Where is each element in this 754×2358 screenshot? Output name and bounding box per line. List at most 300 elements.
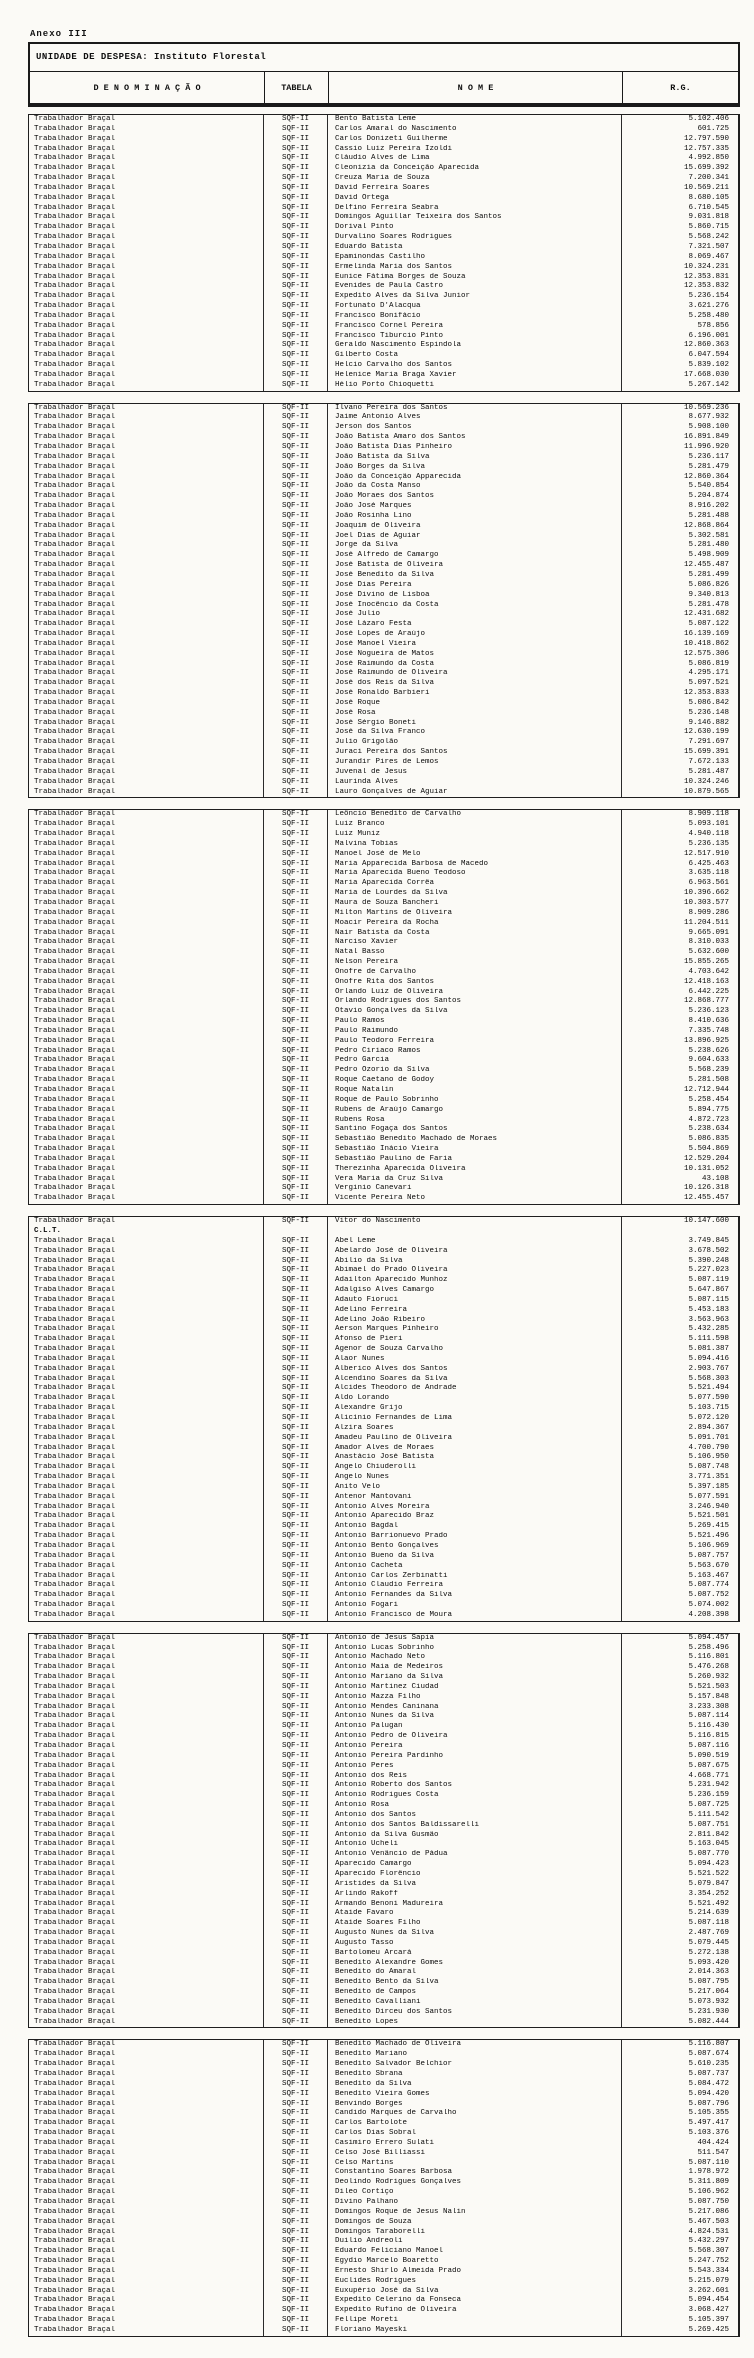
- tabela-cell: SQF-II: [264, 263, 328, 273]
- worker-row: [29, 768, 738, 778]
- worker-row: [29, 2208, 738, 2218]
- nome-cell: José Lopes de Araújo: [328, 630, 622, 640]
- rg-cell: 5.238.626: [688, 1046, 729, 1055]
- denominacao-cell: Trabalhador Braçal: [29, 1473, 264, 1483]
- nome-cell: Narciso Xavier: [328, 938, 622, 948]
- nome-cell: Antonio Mazza Filho: [328, 1693, 622, 1703]
- rg-cell: 5.894.775: [688, 1105, 729, 1114]
- worker-row: [29, 453, 738, 463]
- nome-cell: Antonio Palugan: [328, 1722, 622, 1732]
- nome-cell: Paulo Ramos: [328, 1017, 622, 1027]
- rg-cell: 5.258.496: [688, 1643, 729, 1652]
- nome-cell: Antonio Rodrigues Costa: [328, 1791, 622, 1801]
- rg-cell: 5.568.307: [688, 2247, 729, 2256]
- tabela-cell: SQF-II: [264, 709, 328, 719]
- nome-cell: Benedito do Amaral: [328, 1968, 622, 1978]
- worker-row: [29, 1404, 738, 1414]
- denominacao-cell: Trabalhador Braçal: [29, 253, 264, 263]
- tabela-cell: SQF-II: [264, 551, 328, 561]
- nome-cell: Manoel José de Melo: [328, 850, 622, 860]
- denominacao-cell: Trabalhador Braçal: [29, 1762, 264, 1772]
- tabela-cell: SQF-II: [264, 919, 328, 929]
- nome-cell: Carlos Donizeti Guilherme: [328, 135, 622, 145]
- rg-cell: 11.996.920: [683, 443, 729, 451]
- nome-cell: Bartolomeu Arcará: [328, 1949, 622, 1959]
- denominacao-cell: Trabalhador Braçal: [29, 361, 264, 371]
- tabela-cell: SQF-II: [264, 1037, 328, 1047]
- denominacao-cell: Trabalhador Braçal: [29, 482, 264, 492]
- nome-cell: Antonio Mendes Caninana: [328, 1703, 622, 1713]
- nome-cell: Julio Grigolão: [328, 738, 622, 748]
- nome-cell: Helcio Carvalho dos Santos: [328, 361, 622, 371]
- worker-row: [29, 1532, 738, 1542]
- denominacao-cell: Trabalhador Braçal: [29, 699, 264, 709]
- nome-cell: Francisco Tiburcio Pinto: [328, 332, 622, 342]
- worker-row: [29, 1811, 738, 1821]
- tabela-cell: SQF-II: [264, 1522, 328, 1532]
- tabela-cell: SQF-II: [264, 561, 328, 571]
- tabela-cell: SQF-II: [264, 184, 328, 194]
- tabela-cell: SQF-II: [264, 482, 328, 492]
- worker-row: [29, 1703, 738, 1713]
- denominacao-cell: Trabalhador Braçal: [29, 532, 264, 542]
- nome-cell: Antonio dos Santos Baldissarelli: [328, 1821, 622, 1831]
- tabela-cell: SQF-II: [264, 1968, 328, 1978]
- nome-cell: Antonio Pedro de Oliveira: [328, 1732, 622, 1742]
- worker-row: [29, 1306, 738, 1316]
- worker-row: [29, 1316, 738, 1326]
- tabela-cell: SQF-II: [264, 2237, 328, 2247]
- rg-cell: 5.116.430: [688, 1722, 729, 1731]
- rg-cell: 8.909.118: [688, 810, 729, 819]
- worker-row: [29, 145, 738, 155]
- rg-cell: 5.390.248: [688, 1256, 729, 1265]
- nome-cell: Alcendino Soares da Silva: [328, 1375, 622, 1385]
- worker-row: [29, 1673, 738, 1683]
- worker-row: [29, 381, 738, 391]
- nome-cell: Milton Martins de Oliveira: [328, 909, 622, 919]
- worker-row: [29, 738, 738, 748]
- denominacao-cell: Trabalhador Braçal: [29, 1175, 264, 1185]
- tabela-cell: SQF-II: [264, 610, 328, 620]
- tabela-cell: SQF-II: [264, 174, 328, 184]
- nome-cell: Luiz Branco: [328, 820, 622, 830]
- nome-cell: Alexandre Grijo: [328, 1404, 622, 1414]
- tabela-cell: SQF-II: [264, 1237, 328, 1247]
- tabela-cell: SQF-II: [264, 2208, 328, 2218]
- tabela-cell: SQF-II: [264, 1017, 328, 1027]
- rg-cell: 3.678.502: [688, 1246, 729, 1255]
- tabela-cell: SQF-II: [264, 1712, 328, 1722]
- worker-row: [29, 1860, 738, 1870]
- rg-cell: 4.872.723: [688, 1115, 729, 1124]
- rg-cell: 5.087.750: [688, 2197, 729, 2206]
- worker-row: [29, 650, 738, 660]
- worker-row: [29, 1375, 738, 1385]
- tabela-cell: SQF-II: [264, 1184, 328, 1194]
- nome-cell: Alicínio Fernandes de Lima: [328, 1414, 622, 1424]
- worker-row: [29, 938, 738, 948]
- nome-cell: Eunice Fátima Borges de Souza: [328, 273, 622, 283]
- tabela-cell: SQF-II: [264, 413, 328, 423]
- tabela-cell: SQF-II: [264, 2267, 328, 2277]
- nome-cell: Antonio Bagdal: [328, 1522, 622, 1532]
- denominacao-cell: Trabalhador Braçal: [29, 463, 264, 473]
- worker-row: [29, 1880, 738, 1890]
- tabela-cell: SQF-II: [264, 473, 328, 483]
- worker-row: [29, 1712, 738, 1722]
- nome-cell: João José Marques: [328, 502, 622, 512]
- tabela-cell: SQF-II: [264, 1365, 328, 1375]
- rg-cell: 43.108: [701, 1174, 729, 1183]
- nome-cell: Anastácio José Batista: [328, 1453, 622, 1463]
- worker-row: [29, 1840, 738, 1850]
- nome-cell: José Raimundo de Oliveira: [328, 669, 622, 679]
- worker-row: [29, 443, 738, 453]
- worker-row: [29, 351, 738, 361]
- denominacao-cell: Trabalhador Braçal: [29, 302, 264, 312]
- rg-cell: 6.047.594: [688, 351, 729, 360]
- worker-row: [29, 1611, 738, 1621]
- denominacao-cell: Trabalhador Braçal: [29, 2326, 264, 2336]
- rg-cell: 4.940.118: [688, 830, 729, 839]
- worker-row: [29, 879, 738, 889]
- tabela-cell: SQF-II: [264, 1473, 328, 1483]
- worker-row: [29, 1066, 738, 1076]
- nome-cell: Nelson Pereira: [328, 958, 622, 968]
- tabela-cell: SQF-II: [264, 2060, 328, 2070]
- worker-row: [29, 1086, 738, 1096]
- denominacao-cell: Trabalhador Braçal: [29, 423, 264, 433]
- denominacao-cell: Trabalhador Braçal: [29, 2090, 264, 2100]
- denominacao-cell: Trabalhador Braçal: [29, 2139, 264, 2149]
- tabela-cell: SQF-II: [264, 1116, 328, 1126]
- worker-row: [29, 2129, 738, 2139]
- tabela-cell: SQF-II: [264, 1831, 328, 1841]
- worker-row: [29, 601, 738, 611]
- worker-row: [29, 1286, 738, 1296]
- worker-row: [29, 830, 738, 840]
- denominacao-cell: Trabalhador Braçal: [29, 371, 264, 381]
- denominacao-cell: Trabalhador Braçal: [29, 591, 264, 601]
- rg-cell: 5.103.376: [688, 2129, 729, 2138]
- nome-cell: Adailton Aparecido Munhoz: [328, 1276, 622, 1286]
- tabela-cell: SQF-II: [264, 273, 328, 283]
- nome-cell: Benedito Vieira Gomes: [328, 2090, 622, 2100]
- rg-cell: 5.236.154: [688, 292, 729, 301]
- unit-header: [30, 44, 738, 72]
- worker-row: [29, 371, 738, 381]
- denominacao-cell: Trabalhador Braçal: [29, 213, 264, 223]
- tabela-cell: SQF-II: [264, 135, 328, 145]
- rg-cell: 12.431.682: [683, 610, 729, 619]
- tabela-cell: SQF-II: [264, 532, 328, 542]
- denominacao-cell: Trabalhador Braçal: [29, 2119, 264, 2129]
- rg-cell: 5.094.423: [688, 1860, 729, 1869]
- rg-cell: 5.860.715: [688, 223, 729, 232]
- tabela-cell: SQF-II: [264, 1047, 328, 1057]
- denominacao-cell: Trabalhador Braçal: [29, 788, 264, 798]
- tabela-cell: SQF-II: [264, 2149, 328, 2159]
- denominacao-cell: Trabalhador Braçal: [29, 292, 264, 302]
- worker-row: [29, 1791, 738, 1801]
- worker-row: [29, 610, 738, 620]
- nome-cell: Francisco Bonifácio: [328, 312, 622, 322]
- rg-cell: 5.217.064: [688, 1988, 729, 1997]
- nome-cell: Maura de Souza Bancheri: [328, 899, 622, 909]
- worker-row: [29, 1870, 738, 1880]
- nome-cell: Benedito Mariano: [328, 2050, 622, 2060]
- worker-row: [29, 1919, 738, 1929]
- worker-row: [29, 929, 738, 939]
- nome-cell: Antonio Fernandes da Silva: [328, 1591, 622, 1601]
- rg-cell: 5.281.479: [688, 462, 729, 471]
- worker-row: [29, 1801, 738, 1811]
- nome-cell: Aristides da Silva: [328, 1880, 622, 1890]
- denominacao-cell: Trabalhador Braçal: [29, 1037, 264, 1047]
- tabela-cell: SQF-II: [264, 899, 328, 909]
- nome-cell: David Ferreira Soares: [328, 184, 622, 194]
- nome-cell: Benedito Alexandre Gomes: [328, 1959, 622, 1969]
- nome-cell: Vicente Pereira Neto: [328, 1194, 622, 1204]
- tabela-cell: SQF-II: [264, 302, 328, 312]
- nome-cell: Antonio Nunes da Silva: [328, 1712, 622, 1722]
- tabela-cell: SQF-II: [264, 2257, 328, 2267]
- nome-cell: Antonio Ucheli: [328, 1840, 622, 1850]
- tabela-cell: SQF-II: [264, 1056, 328, 1066]
- rg-cell: 12.575.306: [683, 649, 729, 658]
- denominacao-cell: Trabalhador Braçal: [29, 404, 264, 414]
- worker-row: [29, 1653, 738, 1663]
- rg-cell: 5.231.930: [688, 2007, 729, 2016]
- tabela-cell: SQF-II: [264, 1066, 328, 1076]
- tabela-cell: SQF-II: [264, 2100, 328, 2110]
- rg-cell: 5.087.674: [688, 2050, 729, 2059]
- tabela-cell: SQF-II: [264, 1493, 328, 1503]
- denominacao-cell: Trabalhador Braçal: [29, 1276, 264, 1286]
- nome-cell: Alaor Nunes: [328, 1355, 622, 1365]
- tabela-cell: SQF-II: [264, 1821, 328, 1831]
- rg-cell: 3.354.252: [688, 1889, 729, 1898]
- rg-cell: 5.087.114: [688, 1712, 729, 1721]
- tabela-cell: SQF-II: [264, 1663, 328, 1673]
- nome-cell: Antonio Martinez Ciudad: [328, 1683, 622, 1693]
- worker-row: [29, 968, 738, 978]
- nome-cell: Adauto Fioruci: [328, 1296, 622, 1306]
- rg-cell: 5.217.086: [688, 2207, 729, 2216]
- denominacao-cell: Trabalhador Braçal: [29, 899, 264, 909]
- worker-row: [29, 2188, 738, 2198]
- tabela-cell: SQF-II: [264, 958, 328, 968]
- worker-row: [29, 679, 738, 689]
- tabela-cell: SQF-II: [264, 591, 328, 601]
- tabela-cell: SQF-II: [264, 1414, 328, 1424]
- worker-row: [29, 2090, 738, 2100]
- rg-cell: 5.281.508: [688, 1076, 729, 1085]
- nome-cell: Celso Martins: [328, 2159, 622, 2169]
- worker-row: [29, 273, 738, 283]
- worker-row: [29, 2277, 738, 2287]
- rg-cell: 5.091.701: [688, 1433, 729, 1442]
- denominacao-cell: Trabalhador Braçal: [29, 1286, 264, 1296]
- denominacao-cell: Trabalhador Braçal: [29, 1135, 264, 1145]
- denominacao-cell: Trabalhador Braçal: [29, 1840, 264, 1850]
- worker-row: [29, 263, 738, 273]
- denominacao-cell: Trabalhador Braçal: [29, 1424, 264, 1434]
- rg-cell: 5.094.457: [688, 1633, 729, 1642]
- worker-row: [29, 282, 738, 292]
- tabela-cell: SQF-II: [264, 860, 328, 870]
- denominacao-cell: Trabalhador Braçal: [29, 1801, 264, 1811]
- denominacao-cell: Trabalhador Braçal: [29, 1125, 264, 1135]
- worker-row: [29, 115, 738, 125]
- tabela-cell: SQF-II: [264, 292, 328, 302]
- nome-cell: Angelo Nunes: [328, 1473, 622, 1483]
- nome-cell: Aldo Lorando: [328, 1394, 622, 1404]
- rg-cell: 5.106.969: [688, 1541, 729, 1550]
- rg-cell: 5.238.634: [688, 1125, 729, 1134]
- tabela-cell: SQF-II: [264, 1135, 328, 1145]
- rg-cell: 5.087.796: [688, 2099, 729, 2108]
- nome-cell: Juvenal de Jesus: [328, 768, 622, 778]
- tabela-cell: SQF-II: [264, 738, 328, 748]
- worker-row: [29, 243, 738, 253]
- column-rg: R.G.: [670, 82, 691, 93]
- nome-cell: Antonio dos Reis: [328, 1772, 622, 1782]
- worker-row: [29, 1722, 738, 1732]
- nome-cell: Floriano Mayeski: [328, 2326, 622, 2336]
- worker-block: [28, 114, 740, 392]
- worker-row: [29, 361, 738, 371]
- tabela-cell: SQF-II: [264, 2178, 328, 2188]
- tabela-cell: SQF-II: [264, 830, 328, 840]
- worker-row: [29, 2119, 738, 2129]
- tabela-cell: SQF-II: [264, 879, 328, 889]
- rg-cell: 12.353.831: [683, 272, 729, 281]
- rg-cell: 10.879.565: [683, 787, 729, 796]
- worker-row: [29, 1762, 738, 1772]
- nome-cell: Antonio Claudio Ferreira: [328, 1581, 622, 1591]
- worker-row: [29, 1929, 738, 1939]
- worker-row: [29, 591, 738, 601]
- nome-cell: Onofre Rita dos Santos: [328, 978, 622, 988]
- worker-row: [29, 1165, 738, 1175]
- rg-cell: 4.295.171: [688, 669, 729, 678]
- rg-cell: 5.272.138: [688, 1948, 729, 1957]
- tabela-cell: SQF-II: [264, 522, 328, 532]
- rg-cell: 601.725: [697, 124, 729, 133]
- rg-cell: 5.568.239: [688, 1066, 729, 1075]
- worker-row: [29, 2296, 738, 2306]
- tabela-cell: SQF-II: [264, 1562, 328, 1572]
- denominacao-cell: Trabalhador Braçal: [29, 115, 264, 125]
- tabela-cell: SQF-II: [264, 253, 328, 263]
- nome-cell: Antonio da Silva Gusmão: [328, 1831, 622, 1841]
- denominacao-cell: Trabalhador Braçal: [29, 561, 264, 571]
- denominacao-cell: Trabalhador Braçal: [29, 204, 264, 214]
- denominacao-cell: Trabalhador Braçal: [29, 1444, 264, 1454]
- tabela-cell: SQF-II: [264, 1444, 328, 1454]
- nome-cell: Adalgiso Alves Camargo: [328, 1286, 622, 1296]
- rg-cell: 6.196.001: [688, 331, 729, 340]
- nome-cell: Candido Marques de Carvalho: [328, 2109, 622, 2119]
- denominacao-cell: Trabalhador Braçal: [29, 351, 264, 361]
- tabela-cell: SQF-II: [264, 669, 328, 679]
- rg-cell: 5.086.842: [688, 698, 729, 707]
- rg-cell: 10.147.600: [683, 1217, 729, 1226]
- denominacao-cell: Trabalhador Braçal: [29, 1611, 264, 1621]
- tabela-cell: SQF-II: [264, 125, 328, 135]
- nome-cell: Juraci Pereira dos Santos: [328, 748, 622, 758]
- worker-row: [29, 1831, 738, 1841]
- worker-row: [29, 2168, 738, 2178]
- tabela-cell: SQF-II: [264, 810, 328, 820]
- nome-cell: Arlindo Rakoff: [328, 1890, 622, 1900]
- worker-row: [29, 2306, 738, 2316]
- worker-row: [29, 2008, 738, 2018]
- denominacao-cell: Trabalhador Braçal: [29, 2040, 264, 2050]
- worker-row: [29, 1503, 738, 1513]
- rg-cell: 9.665.091: [688, 928, 729, 937]
- tabela-cell: SQF-II: [264, 1424, 328, 1434]
- tabela-cell: SQF-II: [264, 1394, 328, 1404]
- denominacao-cell: Trabalhador Braçal: [29, 1703, 264, 1713]
- rg-cell: 3.635.118: [688, 869, 729, 878]
- rg-cell: 5.236.159: [688, 1791, 729, 1800]
- denominacao-cell: Trabalhador Braçal: [29, 2129, 264, 2139]
- rg-cell: 13.896.925: [683, 1036, 729, 1045]
- worker-row: [29, 2100, 738, 2110]
- worker-row: [29, 1988, 738, 1998]
- rg-cell: 10.126.318: [683, 1184, 729, 1193]
- worker-row: [29, 1483, 738, 1493]
- rg-cell: 5.087.795: [688, 1978, 729, 1987]
- worker-row: [29, 2080, 738, 2090]
- tabela-cell: SQF-II: [264, 1870, 328, 1880]
- rg-cell: 8.909.286: [688, 908, 729, 917]
- rg-cell: 6.442.225: [688, 987, 729, 996]
- nome-cell: José Roque: [328, 699, 622, 709]
- worker-row: [29, 2247, 738, 2257]
- denominacao-cell: Trabalhador Braçal: [29, 2178, 264, 2188]
- nome-cell: Armando Benoni Madureira: [328, 1900, 622, 1910]
- worker-row: [29, 1266, 738, 1276]
- nome-cell: Cassio Luiz Pereira Izoldi: [328, 145, 622, 155]
- nome-cell: José Batista de Oliveira: [328, 561, 622, 571]
- nome-cell: Adelino João Ribeiro: [328, 1316, 622, 1326]
- worker-row: [29, 1732, 738, 1742]
- worker-row: [29, 184, 738, 194]
- rg-cell: 12.860.363: [683, 341, 729, 350]
- tabela-cell: SQF-II: [264, 1742, 328, 1752]
- tabela-cell: SQF-II: [264, 1434, 328, 1444]
- rg-cell: 4.824.531: [688, 2227, 729, 2236]
- rg-cell: 5.215.079: [688, 2276, 729, 2285]
- nome-cell: João da Costa Manso: [328, 482, 622, 492]
- denominacao-cell: Trabalhador Braçal: [29, 1949, 264, 1959]
- worker-row: [29, 1135, 738, 1145]
- nome-cell: Benedito Cavalliani: [328, 1998, 622, 2008]
- rg-cell: 10.131.052: [683, 1164, 729, 1173]
- rg-cell: 5.281.488: [688, 511, 729, 520]
- rg-cell: 5.521.503: [688, 1682, 729, 1691]
- worker-row: [29, 909, 738, 919]
- denominacao-cell: Trabalhador Braçal: [29, 1752, 264, 1762]
- rg-cell: 5.432.285: [688, 1325, 729, 1334]
- denominacao-cell: Trabalhador Braçal: [29, 1831, 264, 1841]
- rg-cell: 5.087.752: [688, 1591, 729, 1600]
- tabela-cell: SQF-II: [264, 2218, 328, 2228]
